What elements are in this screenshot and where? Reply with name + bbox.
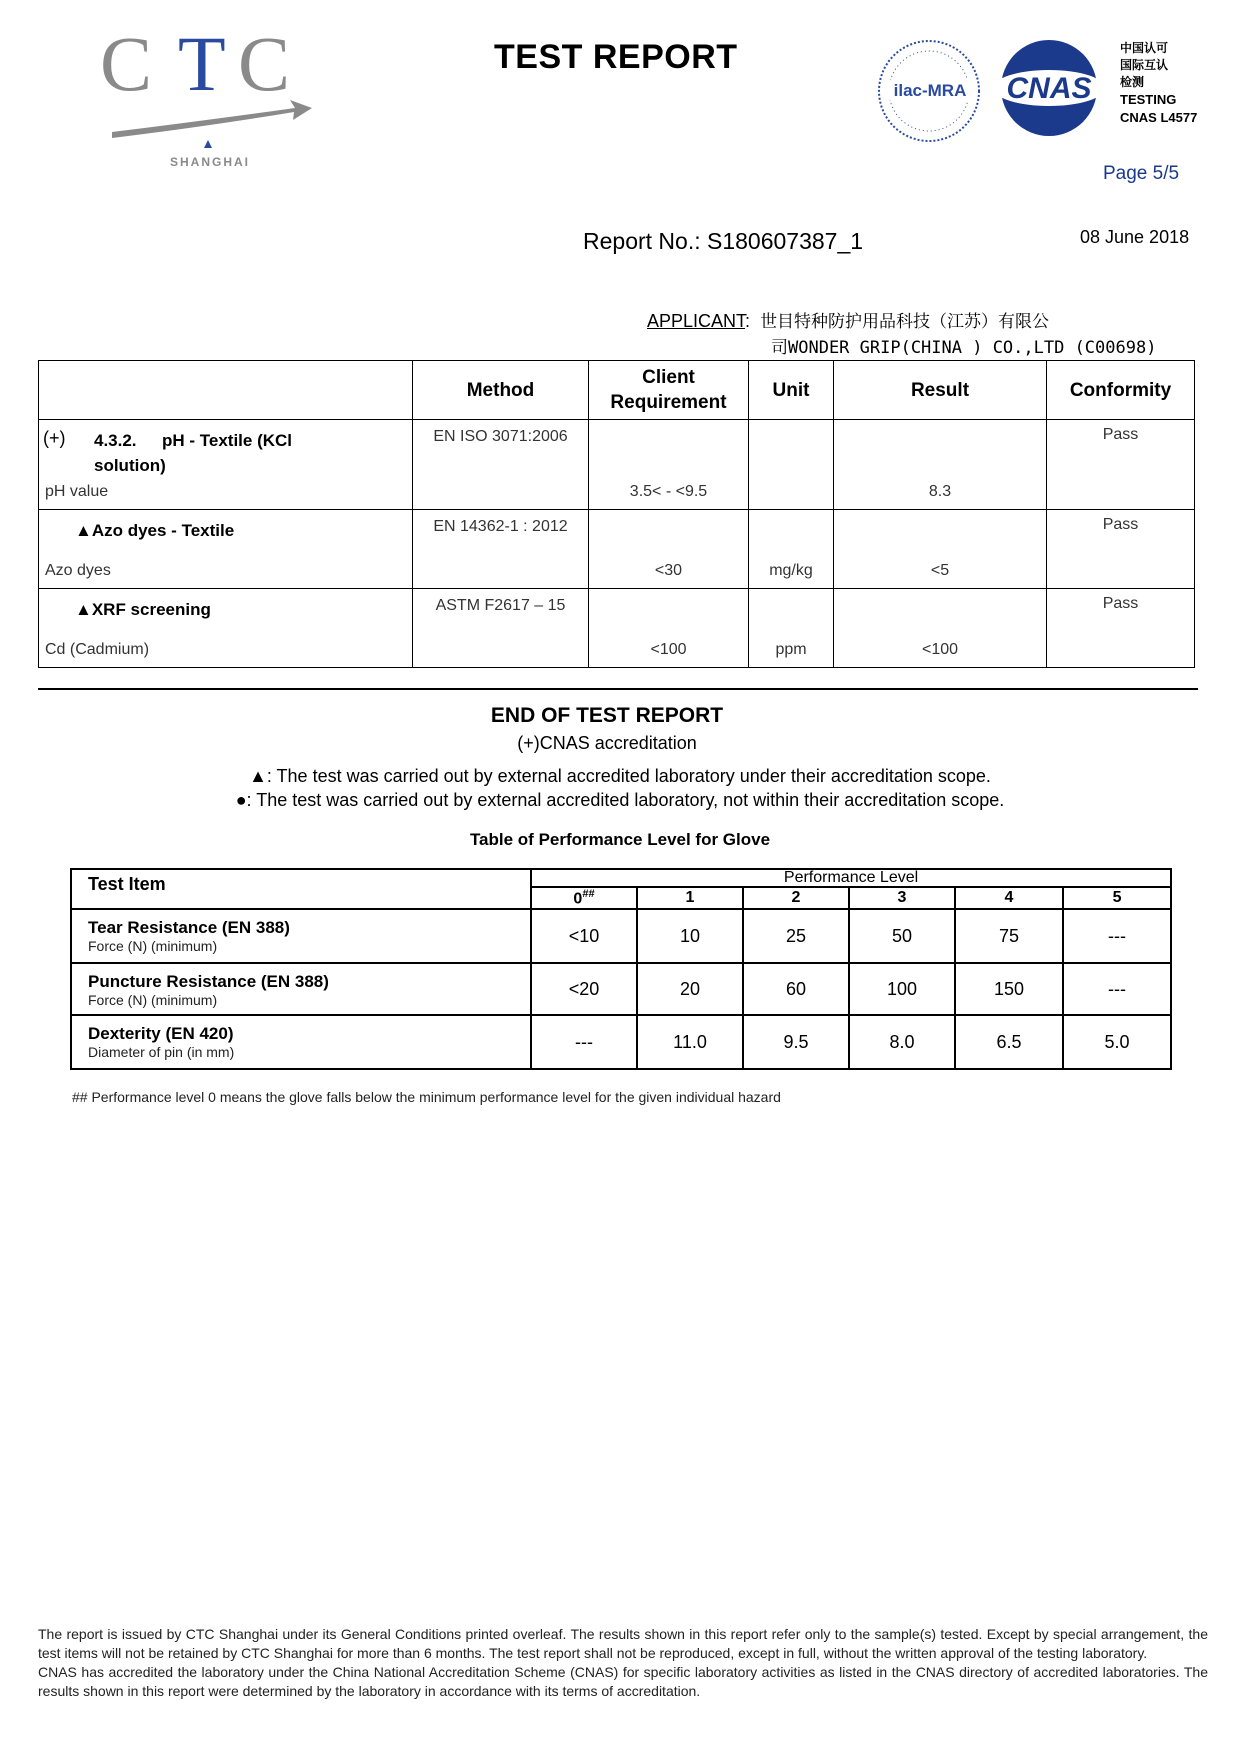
- cnas-accreditation-note: (+)CNAS accreditation: [517, 733, 697, 753]
- result: 8.3: [928, 483, 952, 500]
- conformity: Pass: [1102, 516, 1139, 533]
- applicant-name-line1: 世目特种防护用品科技（江苏）有限公: [760, 312, 1050, 332]
- page-title: TEST REPORT: [494, 38, 738, 76]
- header-client-req-line2: Requirement: [610, 392, 727, 413]
- footer: [38, 1625, 1208, 1701]
- header-result: Result: [834, 361, 1047, 420]
- perf-item-name: Dexterity (EN 420): [88, 1024, 234, 1044]
- perf-item-sub: Force (N) (minimum): [88, 938, 218, 955]
- report-date: 08 June 2018: [1080, 227, 1190, 247]
- cnas-mark: [993, 40, 1105, 136]
- logo-t: T: [178, 28, 226, 107]
- perf-item-name: Tear Resistance (EN 388): [88, 918, 290, 938]
- applicant: APPLICANT: 世目特种防护用品科技（江苏）有限公: [647, 311, 1050, 332]
- perf-value: ---: [1063, 963, 1171, 1015]
- test-clause: 4.3.2.: [94, 431, 137, 450]
- perf-value: 9.5: [743, 1015, 849, 1069]
- header-test-item: Test Item: [71, 869, 531, 909]
- test-method: ASTM F2617 – 15: [435, 597, 566, 614]
- performance-header-row: [71, 869, 1171, 887]
- test-name: ▲XRF screening: [75, 600, 211, 619]
- perf-value: ---: [531, 1015, 637, 1069]
- unit: mg/kg: [769, 562, 813, 579]
- level-3: 3: [849, 887, 955, 909]
- test-parameter: Cd (Cadmium): [45, 641, 150, 658]
- footer-cnas-statement: CNAS has accredited the laboratory under the China National Accreditation Scheme (CNAS) for specific laboratory activities as listed in the CNAS directory of accredited laboratories. The results shown in this report were determined by the laboratory in accordance with its terms of accreditation.: [38, 1664, 1208, 1699]
- dot-note: ●: The test was carried out by external accredited laboratory, not within their accreditation scope.: [235, 790, 1005, 810]
- perf-value: 20: [637, 963, 743, 1015]
- result: <100: [921, 641, 959, 658]
- perf-value: 75: [955, 909, 1063, 963]
- header-unit: Unit: [749, 361, 834, 420]
- logo-triangle: [204, 140, 212, 148]
- logo-c2: C: [238, 28, 291, 107]
- test-name: [162, 428, 292, 453]
- level-2: 2: [743, 887, 849, 909]
- results-header-row: [39, 361, 1195, 420]
- table-row: [39, 589, 1195, 668]
- cnas-marker: (+): [43, 428, 66, 448]
- perf-item: [71, 963, 531, 1015]
- table-row: [71, 909, 1171, 963]
- perf-value: 50: [849, 909, 955, 963]
- perf-item-sub: Diameter of pin (in mm): [88, 1044, 235, 1061]
- perf-value: 6.5: [955, 1015, 1063, 1069]
- level-5: 5: [1063, 887, 1171, 909]
- test-name-line2: solution): [94, 456, 166, 475]
- footer-disclaimer: The report is issued by CTC Shanghai under its General Conditions printed overleaf. The results shown in this report refer only to the sample(s) tested. Except by special arrangement, the test items will not be retained by CTC Shanghai for more than 6 months. The test report shall not be reproduced, except in full, without the written approval of the testing laboratory.: [38, 1626, 1208, 1661]
- accred-cn-3: 检测: [1120, 75, 1145, 89]
- performance-table-caption: Table of Performance Level for Glove: [469, 830, 771, 849]
- level-1: 1: [637, 887, 743, 909]
- table-row: [71, 963, 1171, 1015]
- accred-cn-2: 国际互认: [1120, 58, 1169, 72]
- header-client-req-line1: Client: [642, 367, 695, 388]
- conformity: Pass: [1102, 595, 1139, 612]
- perf-item-sub: Force (N) (minimum): [88, 992, 218, 1009]
- test-parameter: pH value: [45, 483, 109, 500]
- perf-value: 11.0: [637, 1015, 743, 1069]
- table-row: [39, 510, 1195, 589]
- logo-c1: C: [100, 28, 153, 107]
- performance-table: [70, 868, 1172, 1070]
- perf-value: <20: [531, 963, 637, 1015]
- end-of-report-title: END OF TEST REPORT: [490, 704, 724, 727]
- test-name: ▲Azo dyes - Textile: [75, 521, 235, 540]
- perf-value: 25: [743, 909, 849, 963]
- header-client-requirement: [589, 361, 749, 420]
- table-row: [39, 420, 1195, 510]
- result: <5: [930, 562, 950, 579]
- applicant-label: APPLICANT: [647, 311, 746, 331]
- unit: ppm: [775, 641, 807, 658]
- ilac-label: ilac-MRA: [893, 81, 967, 100]
- perf-value: ---: [1063, 909, 1171, 963]
- test-parameter: Azo dyes: [45, 562, 111, 579]
- level-4: 4: [955, 887, 1063, 909]
- header-method: Method: [413, 361, 589, 420]
- level-0-sup: ##: [582, 888, 595, 900]
- table-row: [71, 1015, 1171, 1069]
- report-number: Report No.: S180607387_1: [583, 228, 864, 254]
- logo-city: SHANGHAI: [169, 155, 251, 168]
- header-test-item: [39, 361, 413, 420]
- header-conformity: Conformity: [1047, 361, 1195, 420]
- test-method: EN ISO 3071:2006: [433, 428, 568, 445]
- perf-value: 100: [849, 963, 955, 1015]
- level-0-label: 0: [573, 890, 583, 908]
- accred-cn-1: 中国认可: [1120, 41, 1169, 55]
- conformity: Pass: [1102, 426, 1139, 443]
- client-requirement: <30: [654, 562, 683, 579]
- perf-value: 5.0: [1063, 1015, 1171, 1069]
- page-number: Page 5/5: [1103, 163, 1180, 184]
- results-table: [38, 360, 1195, 668]
- performance-footnote: ## Performance level 0 means the glove falls below the minimum performance level for the given individual hazard: [72, 1089, 781, 1105]
- ctc-logo: [100, 28, 320, 168]
- perf-value: 8.0: [849, 1015, 955, 1069]
- level-0: [531, 887, 637, 909]
- perf-value: 150: [955, 963, 1063, 1015]
- ilac-mra-mark: [879, 41, 979, 141]
- perf-item-name: Puncture Resistance (EN 388): [88, 972, 329, 992]
- applicant-name-line2: 司WONDER GRIP(CHINA ) CO.,LTD (C00698): [771, 338, 1157, 358]
- perf-value: 60: [743, 963, 849, 1015]
- perf-value: 10: [637, 909, 743, 963]
- client-requirement: 3.5< - <9.5: [629, 483, 708, 500]
- client-requirement: <100: [650, 641, 687, 658]
- accreditation-marks: [873, 36, 1213, 146]
- perf-item: [71, 1015, 531, 1069]
- test-name-line1: pH - Textile (KCl: [162, 431, 293, 450]
- accred-code: CNAS L4577: [1120, 110, 1198, 125]
- accred-testing: TESTING: [1120, 92, 1177, 107]
- triangle-note: ▲: The test was carried out by external accredited laboratory under their accreditation scope.: [249, 766, 991, 786]
- cnas-label: CNAS: [1006, 72, 1092, 105]
- test-method: EN 14362-1 : 2012: [433, 518, 568, 535]
- header-performance-level: Performance Level: [531, 869, 1171, 887]
- perf-value: <10: [531, 909, 637, 963]
- perf-item: [71, 909, 531, 963]
- divider: [38, 688, 1198, 690]
